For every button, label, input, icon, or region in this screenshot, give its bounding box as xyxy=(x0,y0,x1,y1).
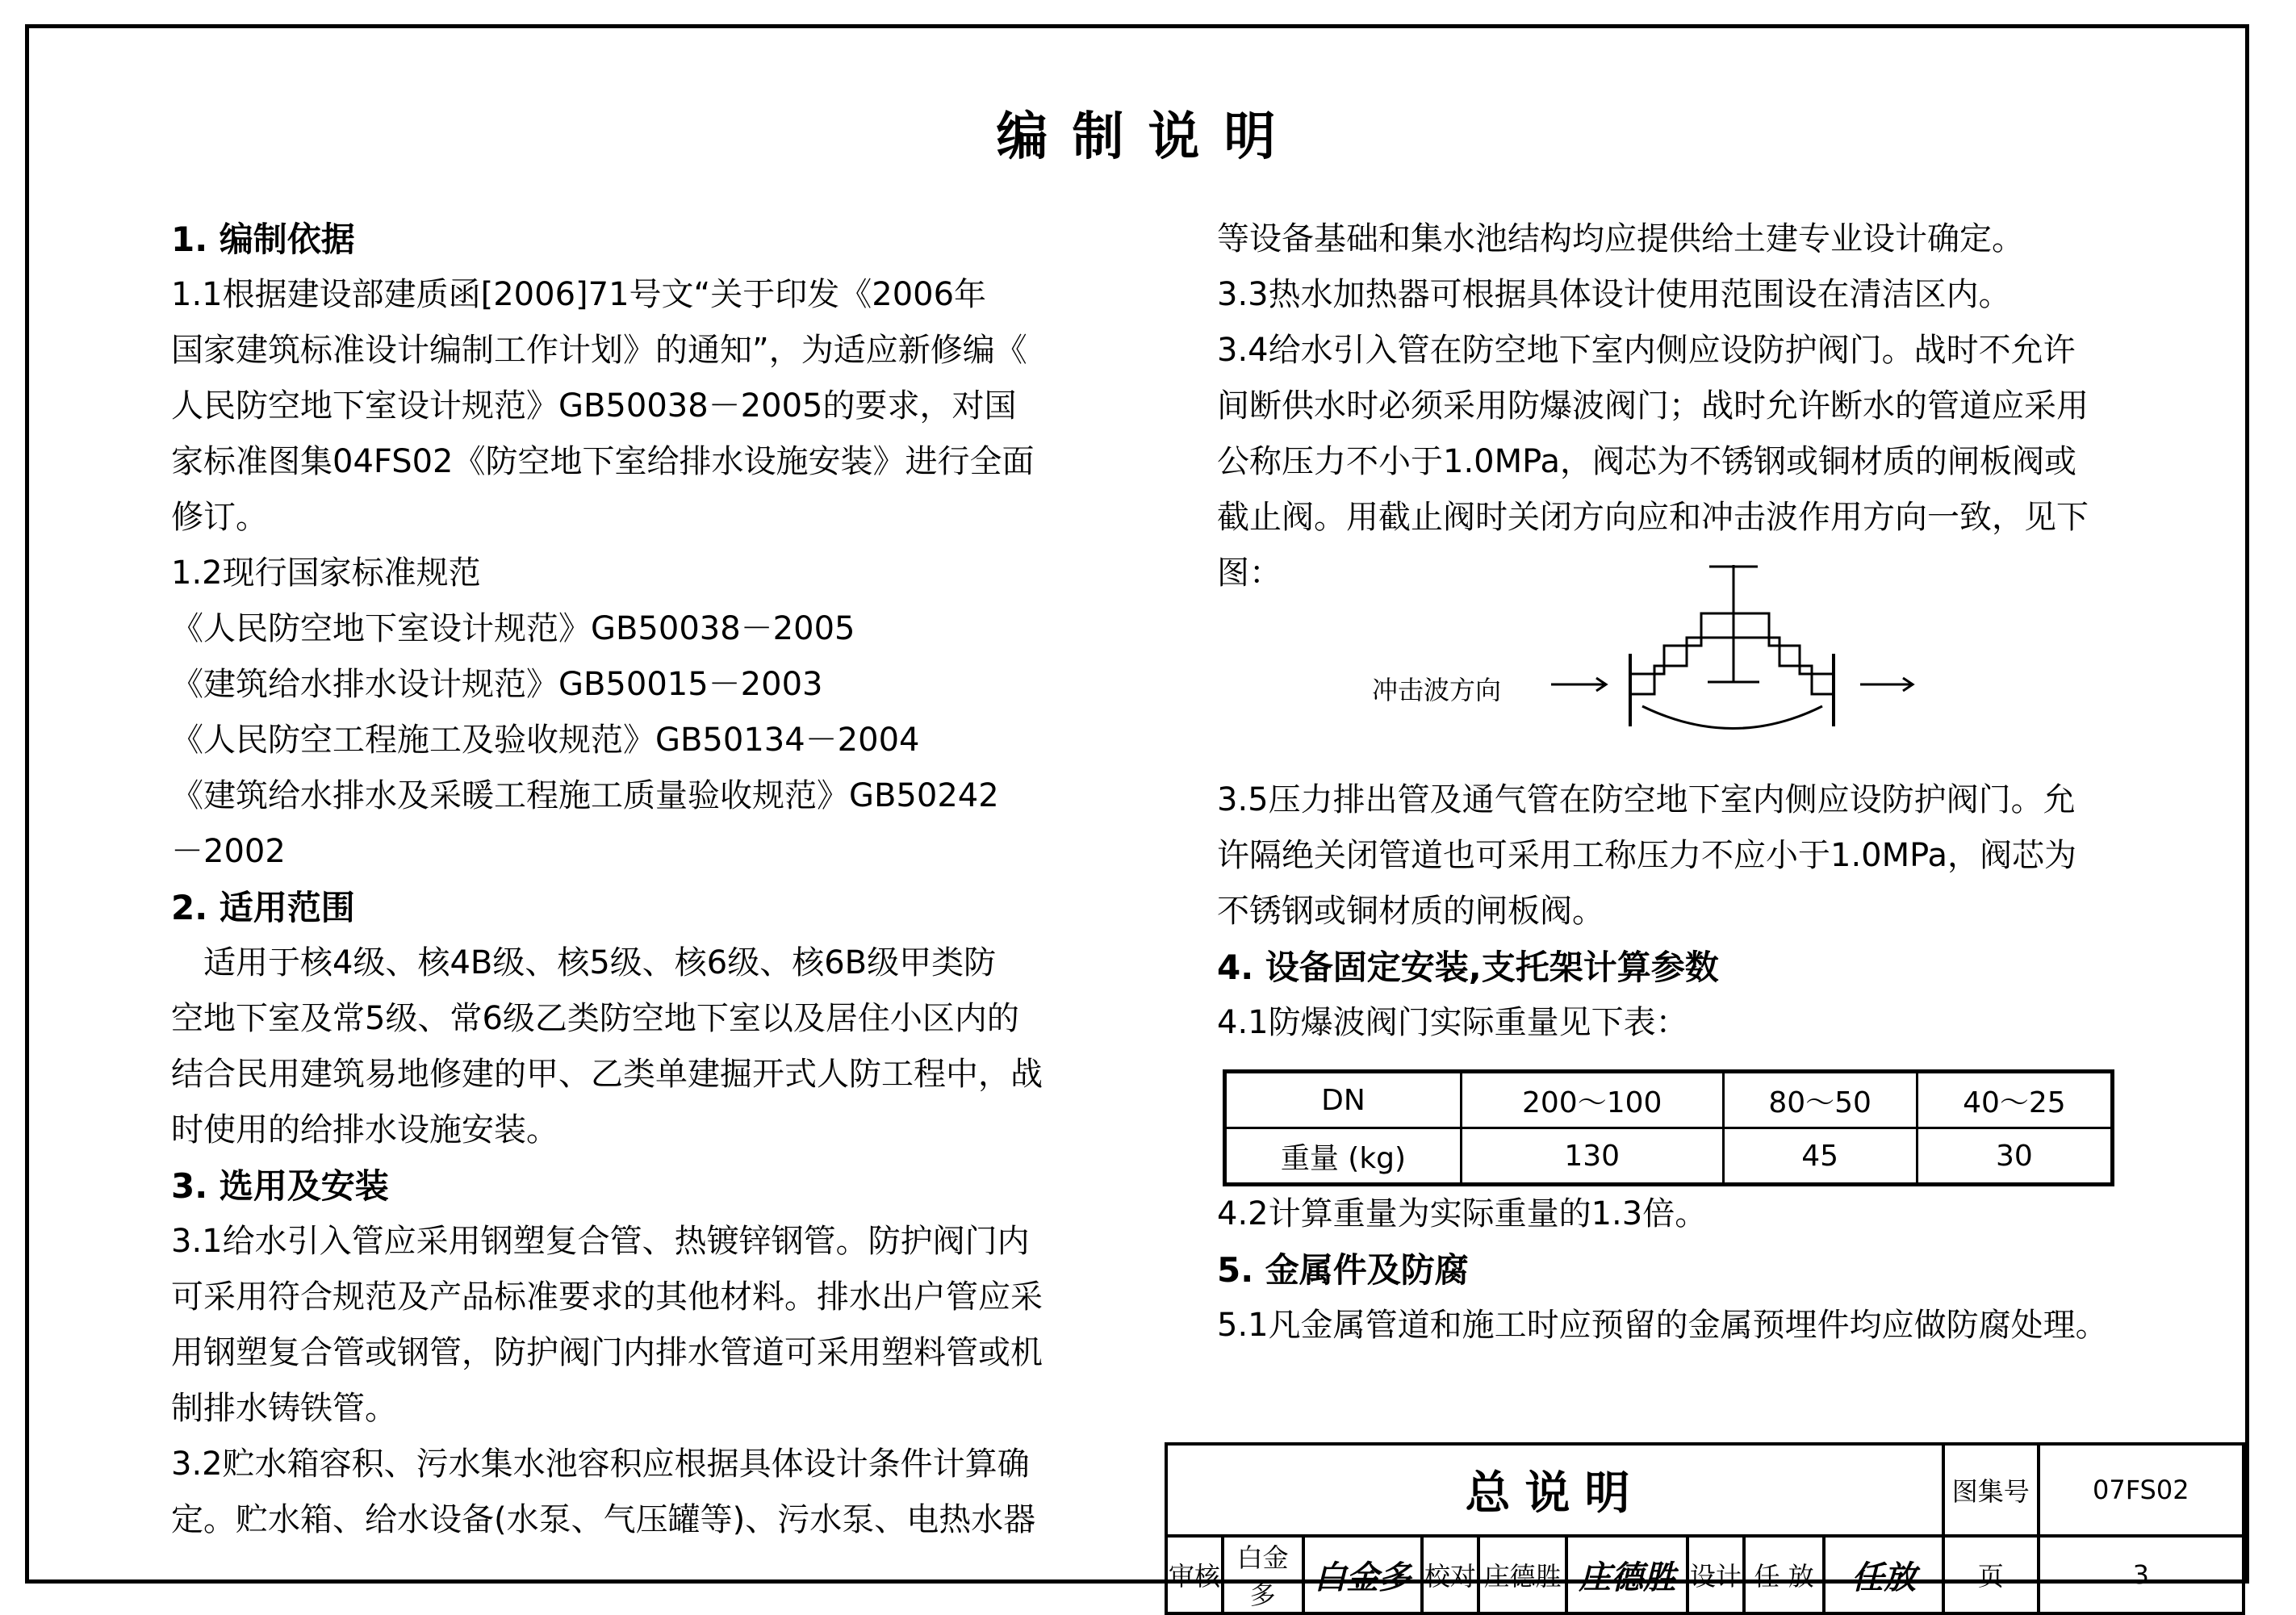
text-line: 结合民用建筑易地修建的甲、乙类单建掘开式人防工程中，战 xyxy=(171,1056,1043,1093)
table-row xyxy=(1225,1128,2113,1185)
text-line: 1.1根据建设部建质函[2006]71号文“关于印发《2006年 xyxy=(171,276,987,313)
atlas-number: 07FS02 xyxy=(2039,1444,2244,1536)
text-line: 图： xyxy=(1217,554,1282,592)
table-header-row xyxy=(1225,1072,2113,1128)
design-label: 设计 xyxy=(1687,1536,1744,1613)
atlas-number-label: 图集号 xyxy=(1943,1444,2039,1536)
section-heading: 5. 金属件及防腐 xyxy=(1217,1250,1469,1290)
valve-diagram xyxy=(1372,565,1937,743)
section-heading: 4. 设备固定安装,支托架计算参数 xyxy=(1217,948,1719,987)
text-line: 人民防空地下室设计规范》GB50038－2005的要求，对国 xyxy=(171,387,1017,425)
text-line: 3.5压力排出管及通气管在防空地下室内侧应设防护阀门。允 xyxy=(1217,781,2076,818)
page-number: 3 xyxy=(2039,1536,2244,1613)
text-line: 《建筑给水排水设计规范》GB50015－2003 xyxy=(171,666,823,703)
text-line: 家标准图集04FS02《防空地下室给排水设施安装》进行全面 xyxy=(171,443,1035,480)
text-line: 用钢塑复合管或钢管，防护阀门内排水管道可采用塑料管或机 xyxy=(171,1334,1043,1371)
section-heading: 3. 选用及安装 xyxy=(171,1166,389,1206)
title-block xyxy=(1165,1442,2245,1615)
text-line: 截止阀。用截止阀时关闭方向应和冲击波作用方向一致，见下 xyxy=(1217,499,2089,536)
page-title: 编制说明 xyxy=(996,107,1300,167)
text-line: 时使用的给排水设施安装。 xyxy=(171,1111,558,1148)
text-line: 可采用符合规范及产品标准要求的其他材料。排水出户管应采 xyxy=(171,1278,1043,1316)
table-cell: 45 xyxy=(1723,1128,1917,1185)
table-cell: 80～50 xyxy=(1723,1072,1917,1128)
text-line: 间断供水时必须采用防爆波阀门；战时允许断水的管道应采用 xyxy=(1217,387,2089,425)
text-line: 许隔绝关闭管道也可采用工称压力不应小于1.0MPa，阀芯为 xyxy=(1217,837,2076,874)
drawing-title: 总说明 xyxy=(1166,1444,1943,1536)
section-heading: 1. 编制依据 xyxy=(171,220,355,259)
designer-name: 任 放 xyxy=(1744,1536,1825,1613)
text-line: 4.1防爆波阀门实际重量见下表： xyxy=(1217,1004,1688,1041)
table-cell: 重量 (kg) xyxy=(1225,1128,1462,1185)
section-heading: 2. 适用范围 xyxy=(171,888,355,927)
text-line: 3.1给水引入管应采用钢塑复合管、热镀锌钢管。防护阀门内 xyxy=(171,1223,1030,1260)
page-label: 页 xyxy=(1943,1536,2039,1613)
text-line: 3.2贮水箱容积、污水集水池容积应根据具体设计条件计算确 xyxy=(171,1446,1030,1483)
text-line: 修订。 xyxy=(171,499,268,536)
check-label: 校对 xyxy=(1422,1536,1478,1613)
shock-wave-direction-label: 冲击波方向 xyxy=(1372,675,1502,705)
text-line: 不锈钢或铜材质的闸板阀。 xyxy=(1217,893,1604,930)
text-line: 《人民防空地下室设计规范》GB50038－2005 xyxy=(171,610,855,647)
checker-name: 庄德胜 xyxy=(1478,1536,1567,1613)
reviewer-signature: 白金多 xyxy=(1303,1536,1422,1613)
text-line: 定。贮水箱、给水设备(水泵、气压罐等)、污水泵、电热水器 xyxy=(171,1501,1036,1538)
text-line: 《建筑给水排水及采暖工程施工质量验收规范》GB50242 xyxy=(171,777,999,814)
text-line: 4.2计算重量为实际重量的1.3倍。 xyxy=(1217,1195,1708,1232)
valve-weight-table xyxy=(1223,1069,2114,1186)
text-line: 适用于核4级、核4B级、核5级、核6级、核6B级甲类防 xyxy=(171,944,997,981)
table-cell: DN xyxy=(1225,1072,1462,1128)
text-line: 1.2现行国家标准规范 xyxy=(171,554,481,592)
table-cell: 130 xyxy=(1461,1128,1723,1185)
left-column xyxy=(171,211,1107,1548)
text-line: 国家建筑标准设计编制工作计划》的通知”，为适应新修编《 xyxy=(171,332,1027,369)
text-line: 公称压力不小于1.0MPa，阀芯为不锈钢或铜材质的闸板阀或 xyxy=(1217,443,2076,480)
text-line: 3.3热水加热器可根据具体设计使用范围设在清洁区内。 xyxy=(1217,276,2011,313)
review-label: 审核 xyxy=(1166,1536,1223,1613)
text-line: 等设备基础和集水池结构均应提供给土建专业设计确定。 xyxy=(1217,220,2024,257)
text-line: －2002 xyxy=(171,833,286,870)
text-line: 空地下室及常5级、常6级乙类防空地下室以及居住小区内的 xyxy=(171,1000,1019,1037)
table-cell: 30 xyxy=(1917,1128,2112,1185)
table-cell: 200～100 xyxy=(1461,1072,1723,1128)
table-cell: 40～25 xyxy=(1917,1072,2112,1128)
text-line: 制排水铸铁管。 xyxy=(171,1390,397,1427)
text-line: 《人民防空工程施工及验收规范》GB50134－2004 xyxy=(171,722,920,759)
text-line: 3.4给水引入管在防空地下室内侧应设防护阀门。战时不允许 xyxy=(1217,332,2076,369)
gate-valve-symbol xyxy=(1372,565,1937,743)
designer-signature: 任放 xyxy=(1824,1536,1943,1613)
text-line: 5.1凡金属管道和施工时应预留的金属预埋件均应做防腐处理。 xyxy=(1217,1307,2108,1344)
checker-signature: 庄德胜 xyxy=(1566,1536,1687,1613)
reviewer-name: 白金多 xyxy=(1223,1536,1303,1613)
